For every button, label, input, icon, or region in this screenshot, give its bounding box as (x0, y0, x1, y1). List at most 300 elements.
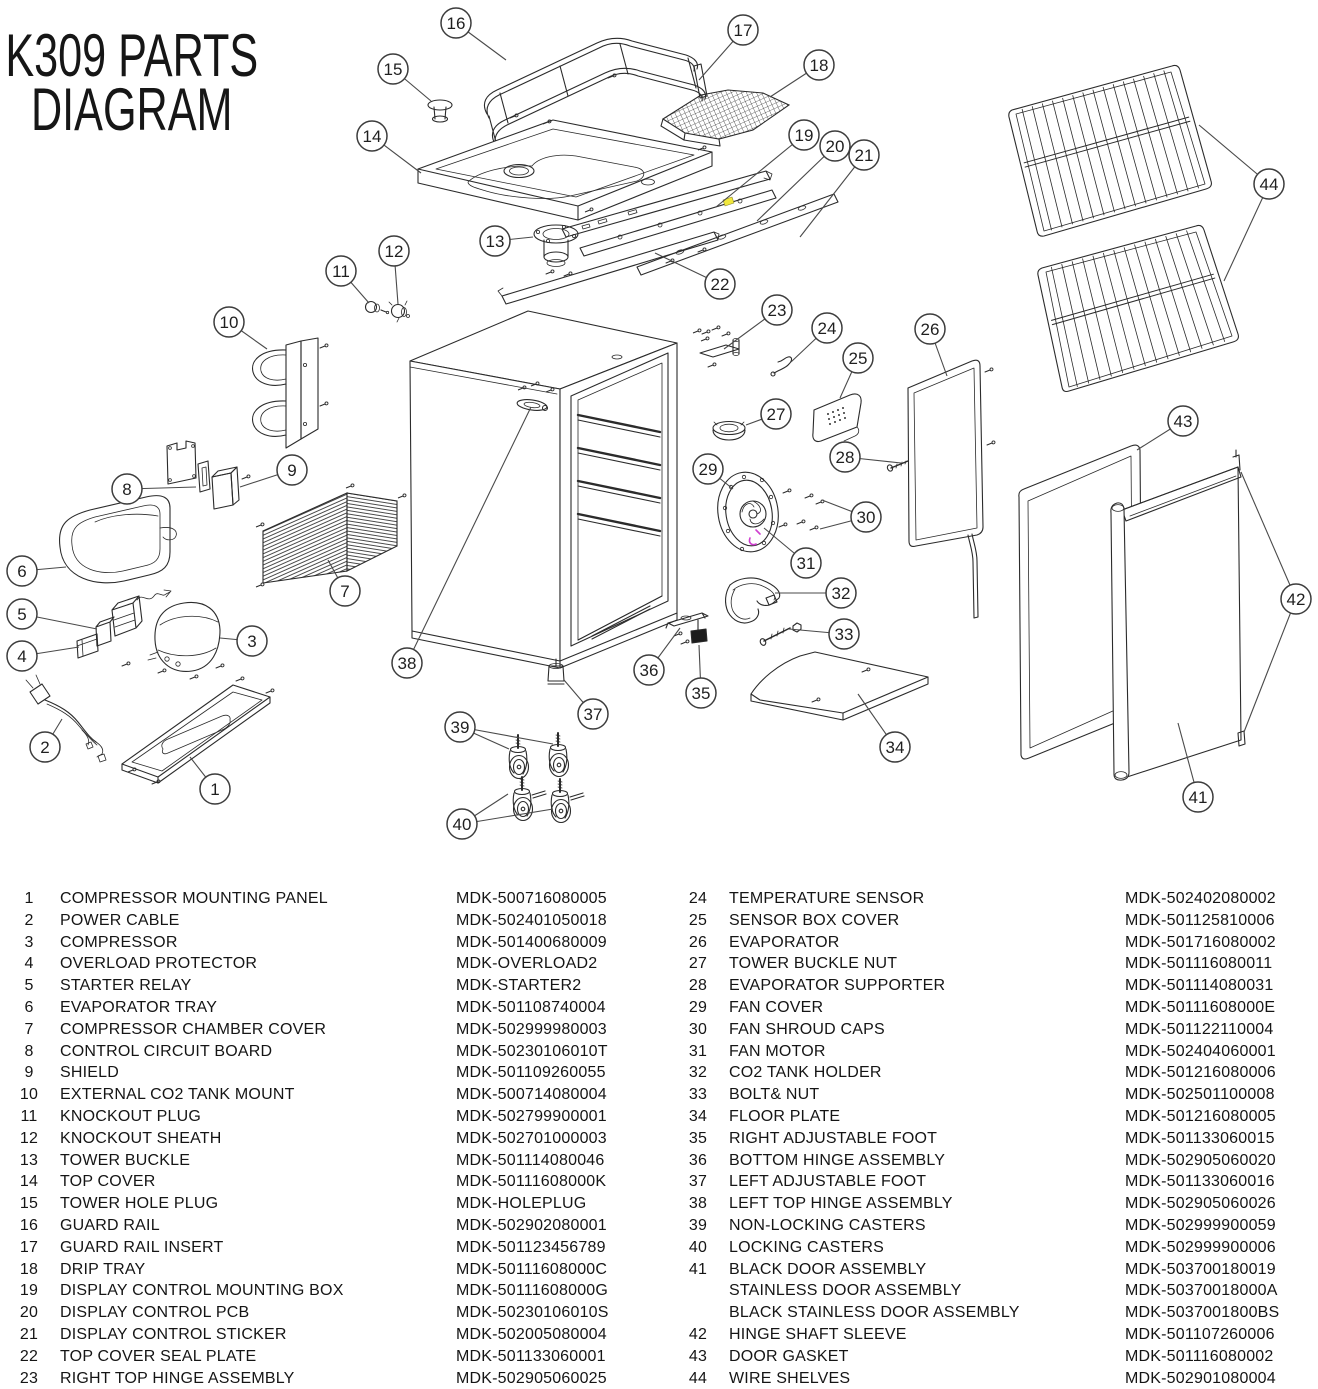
part-index: 27 (688, 955, 708, 973)
part-index: 43 (688, 1347, 708, 1365)
svg-text:33: 33 (834, 625, 854, 644)
part-index: 16 (19, 1216, 39, 1234)
part-index: 19 (19, 1282, 39, 1300)
part-name: LEFT TOP HINGE ASSEMBLY (729, 1195, 953, 1213)
part-number: MDK-502905060020 (1125, 1151, 1276, 1169)
part-number: MDK-503700180019 (1125, 1260, 1276, 1278)
part-name: BLACK DOOR ASSEMBLY (729, 1260, 927, 1278)
parts-list-row (14, 975, 664, 997)
fan-assembly-drawing (712, 468, 824, 556)
part-index: 39 (688, 1216, 708, 1234)
part-index: 33 (688, 1086, 708, 1104)
parts-list-row (683, 1280, 1318, 1302)
part-number: MDK-501125810006 (1125, 911, 1275, 929)
part-name: RIGHT TOP HINGE ASSEMBLY (60, 1369, 295, 1387)
part-number: MDK-50111608000K (456, 1173, 607, 1191)
parts-list-row (683, 1324, 1318, 1346)
knockout-plug-drawing (366, 302, 389, 314)
parts-list-row (683, 1302, 1318, 1324)
part-name: HINGE SHAFT SLEEVE (729, 1325, 907, 1343)
callout-41 (1183, 782, 1213, 812)
evaporator-tray-drawing (60, 496, 177, 583)
callout-29 (693, 454, 723, 484)
part-index: 40 (688, 1238, 708, 1256)
part-number: MDK-502501100008 (1125, 1086, 1275, 1104)
svg-text:27: 27 (766, 405, 786, 424)
part-number: MDK-502401050018 (456, 911, 607, 929)
callout-33 (829, 619, 859, 649)
callout-38 (392, 648, 422, 678)
part-number: MDK-501216080005 (1125, 1107, 1276, 1125)
leader-line (716, 135, 804, 207)
svg-text:28: 28 (835, 448, 855, 467)
part-index: 13 (19, 1151, 39, 1169)
part-number: MDK-501114080031 (1125, 977, 1274, 995)
part-number: MDK-502404060001 (1125, 1042, 1276, 1060)
part-number: MDK-502701000003 (456, 1129, 607, 1147)
svg-text:35: 35 (691, 684, 711, 703)
part-index: 28 (688, 977, 708, 995)
callout-42 (1281, 584, 1311, 614)
callout-19 (789, 120, 819, 150)
svg-text:10: 10 (219, 313, 239, 332)
parts-list-row (683, 1171, 1318, 1193)
part-number: MDK-502902080001 (456, 1216, 607, 1234)
parts-list-row (14, 1106, 664, 1128)
callout-3 (237, 626, 267, 656)
part-index: 34 (688, 1107, 708, 1125)
knockout-sheath-drawing (389, 301, 410, 322)
parts-list-row (683, 1215, 1318, 1237)
part-name: BOTTOM HINGE ASSEMBLY (729, 1151, 946, 1169)
part-name: RIGHT ADJUSTABLE FOOT (729, 1129, 938, 1147)
part-number: MDK-50230106010S (456, 1304, 609, 1322)
part-index: 7 (24, 1020, 34, 1038)
part-name: TOWER HOLE PLUG (60, 1195, 219, 1213)
callout-28 (830, 442, 860, 472)
parts-list-row (683, 997, 1318, 1019)
display-pcb-drawing (580, 190, 776, 256)
part-index: 8 (24, 1042, 34, 1060)
part-number: MDK-501107260006 (1125, 1325, 1275, 1343)
tower-hole-plug-drawing (428, 100, 452, 122)
parts-list-row (683, 1259, 1318, 1281)
part-index: 15 (19, 1195, 39, 1213)
parts-list-row (14, 1171, 664, 1193)
part-number: MDK-50111608000E (1125, 998, 1276, 1016)
part-index: 37 (688, 1173, 708, 1191)
co2-tank-holder-drawing (726, 578, 780, 623)
leader-line (757, 146, 835, 221)
part-index: 1 (24, 890, 34, 907)
svg-text:12: 12 (384, 242, 404, 261)
callout-22 (705, 269, 735, 299)
part-name: COMPRESSOR MOUNTING PANEL (60, 890, 328, 907)
part-number: MDK-501114080046 (456, 1151, 605, 1169)
svg-text:30: 30 (856, 508, 876, 527)
part-index: 42 (688, 1325, 708, 1343)
parts-list-right-column (683, 888, 1318, 1389)
parts-list-row (14, 1062, 664, 1084)
part-name: DISPLAY CONTROL PCB (60, 1304, 250, 1322)
callout-14 (357, 121, 387, 151)
part-index: 24 (688, 890, 708, 907)
callout-17 (728, 15, 758, 45)
svg-text:32: 32 (831, 584, 851, 603)
part-index: 29 (688, 998, 708, 1016)
part-name: POWER CABLE (60, 911, 180, 929)
part-index: 18 (19, 1260, 39, 1278)
parts-list-row (14, 1302, 664, 1324)
part-name: EVAPORATOR SUPPORTER (729, 977, 946, 995)
parts-list-row (683, 932, 1318, 954)
page-title (5, 23, 258, 144)
part-number: MDK-501133060016 (1125, 1173, 1275, 1191)
part-name: CO2 TANK HOLDER (729, 1064, 882, 1082)
parts-list-row (683, 1128, 1318, 1150)
shield-drawing (212, 467, 250, 509)
callout-30 (851, 502, 881, 532)
parts-list-row (14, 1084, 664, 1106)
part-index: 44 (688, 1369, 708, 1387)
svg-text:38: 38 (397, 654, 417, 673)
part-number: MDK-501116080002 (1125, 1347, 1274, 1365)
svg-text:11: 11 (332, 262, 350, 281)
part-name: SHIELD (60, 1064, 119, 1082)
part-index: 9 (24, 1064, 34, 1082)
part-number: MDK-502999900059 (1125, 1216, 1276, 1234)
callout-5 (7, 599, 37, 629)
part-number: MDK-501116080011 (1125, 955, 1273, 973)
parts-list-row (683, 1150, 1318, 1172)
callout-18 (804, 50, 834, 80)
floor-plate-drawing (751, 652, 928, 720)
svg-text:6: 6 (17, 562, 27, 581)
callout-15 (378, 54, 408, 84)
part-number: MDK-501109260055 (456, 1064, 606, 1082)
parts-list-row (683, 1237, 1318, 1259)
parts-list-row (14, 1324, 664, 1346)
callout-21 (849, 140, 879, 170)
svg-text:43: 43 (1173, 412, 1193, 431)
part-number: MDK-50230106010T (456, 1042, 608, 1060)
pcb-highlight (723, 197, 734, 206)
part-name: WIRE SHELVES (729, 1369, 851, 1387)
svg-text:36: 36 (639, 661, 659, 680)
part-number: MDK-501400680009 (456, 933, 607, 951)
part-index: 17 (19, 1238, 39, 1256)
overload-protector-drawing (77, 634, 98, 658)
part-number: MDK-501216080006 (1125, 1064, 1276, 1082)
part-name: DISPLAY CONTROL MOUNTING BOX (60, 1282, 344, 1300)
part-number: MDK-502905060025 (456, 1369, 607, 1387)
callout-40 (447, 809, 477, 839)
parts-list-row (14, 1193, 664, 1215)
part-name: KNOCKOUT SHEATH (60, 1129, 222, 1147)
tower-buckle-nut-drawing (713, 422, 745, 441)
part-index: 36 (688, 1151, 708, 1169)
callout-8 (112, 474, 142, 504)
leader-line (1244, 599, 1296, 732)
part-name: GUARD RAIL (60, 1216, 160, 1234)
part-name: FLOOR PLATE (729, 1107, 841, 1125)
svg-text:20: 20 (825, 137, 845, 156)
right-top-hinge-drawing (700, 326, 739, 367)
callout-23 (762, 295, 792, 325)
title-line-1: K309 PARTS (5, 23, 259, 90)
svg-text:29: 29 (698, 460, 718, 479)
svg-text:1: 1 (210, 780, 220, 799)
part-name: LOCKING CASTERS (729, 1238, 885, 1256)
svg-text:15: 15 (383, 60, 403, 79)
callout-24 (812, 313, 842, 343)
part-index: 22 (19, 1347, 39, 1365)
callout-43 (1168, 406, 1198, 436)
svg-text:23: 23 (767, 301, 787, 320)
part-number: MDK-502799900001 (456, 1107, 607, 1125)
part-number: MDK-501133060001 (456, 1347, 606, 1365)
parts-list-row (683, 1368, 1318, 1389)
temperature-sensor-drawing (771, 357, 792, 376)
parts-list-row (683, 888, 1318, 910)
co2-tank-mount-drawing (253, 338, 328, 448)
parts-list-row (14, 1237, 664, 1259)
svg-text:44: 44 (1259, 175, 1279, 194)
parts-list-row (14, 1150, 664, 1172)
parts-list-row (683, 1019, 1318, 1041)
callout-32 (826, 578, 856, 608)
part-index: 30 (688, 1020, 708, 1038)
part-name: FAN MOTOR (729, 1042, 826, 1060)
svg-text:2: 2 (40, 738, 50, 757)
parts-list-row (14, 888, 664, 910)
part-index: 25 (688, 911, 708, 929)
part-name: SENSOR BOX COVER (729, 911, 900, 929)
part-name: FAN SHROUD CAPS (729, 1020, 885, 1038)
callout-35 (686, 678, 716, 708)
part-name: BLACK STAINLESS DOOR ASSEMBLY (729, 1304, 1020, 1322)
part-index: 6 (24, 998, 34, 1016)
part-name: TOP COVER (60, 1173, 156, 1191)
parts-list-row (683, 1041, 1318, 1063)
part-name: CONTROL CIRCUIT BOARD (60, 1042, 273, 1060)
parts-list-row (14, 1346, 664, 1368)
part-number: MDK-502905060026 (1125, 1195, 1276, 1213)
parts-list-row (14, 910, 664, 932)
part-name: NON-LOCKING CASTERS (729, 1216, 926, 1234)
part-number: MDK-50111608000G (456, 1282, 609, 1300)
svg-text:16: 16 (446, 14, 466, 33)
parts-list-row (683, 1062, 1318, 1084)
callout-26 (915, 314, 945, 344)
callout-39 (445, 712, 475, 742)
part-number: MDK-5037001800BS (1125, 1304, 1280, 1322)
cabinet-drawing (410, 311, 709, 668)
part-name: DRIP TRAY (60, 1260, 146, 1278)
part-name: TOWER BUCKLE NUT (729, 955, 898, 973)
parts-list-row (683, 910, 1318, 932)
part-number: MDK-500714080004 (456, 1086, 607, 1104)
svg-text:14: 14 (362, 127, 382, 146)
parts-list-row (14, 1259, 664, 1281)
callout-27 (761, 399, 791, 429)
evaporator-drawing (908, 360, 995, 618)
part-number: MDK-501133060015 (1125, 1129, 1275, 1147)
tower-buckle-drawing (534, 225, 578, 276)
part-index: 21 (19, 1325, 39, 1343)
top-cover-drawing (418, 120, 712, 220)
callout-25 (843, 343, 873, 373)
part-number: MDK-502005080004 (456, 1325, 607, 1343)
part-number: MDK-501123456789 (456, 1238, 606, 1256)
part-name: EVAPORATOR (729, 933, 840, 951)
svg-text:8: 8 (122, 480, 132, 499)
parts-list-row (14, 1041, 664, 1063)
callout-7 (330, 576, 360, 606)
svg-text:13: 13 (485, 232, 505, 251)
part-name: GUARD RAIL INSERT (60, 1238, 224, 1256)
part-name: KNOCKOUT PLUG (60, 1107, 201, 1125)
title-line-2: DIAGRAM (30, 77, 233, 144)
part-name: EXTERNAL CO2 TANK MOUNT (60, 1086, 295, 1104)
part-index: 14 (19, 1173, 39, 1191)
parts-list-left-column (14, 888, 664, 1389)
compressor-drawing (122, 602, 224, 679)
callout-36 (634, 655, 664, 685)
callout-16 (441, 8, 471, 38)
part-index: 3 (24, 933, 34, 951)
part-index: 38 (688, 1195, 708, 1213)
part-name: LEFT ADJUSTABLE FOOT (729, 1173, 927, 1191)
parts-list-row (683, 975, 1318, 997)
svg-text:22: 22 (710, 275, 730, 294)
part-index: 2 (24, 911, 34, 929)
part-index: 41 (688, 1260, 708, 1278)
parts-list-row (683, 1106, 1318, 1128)
part-number: MDK-502999980003 (456, 1020, 607, 1038)
part-index: 23 (19, 1369, 39, 1387)
svg-text:21: 21 (854, 146, 874, 165)
callout-4 (7, 641, 37, 671)
part-name: BOLT& NUT (729, 1086, 820, 1104)
part-index: 31 (688, 1042, 708, 1060)
svg-text:19: 19 (794, 126, 814, 145)
part-number: MDK-501122110004 (1125, 1020, 1274, 1038)
part-index: 12 (19, 1129, 39, 1147)
part-name: FAN COVER (729, 998, 824, 1016)
callout-6 (7, 556, 37, 586)
part-number: MDK-502999900006 (1125, 1238, 1276, 1256)
parts-list-row (683, 1084, 1318, 1106)
part-index: 26 (688, 933, 708, 951)
part-number: MDK-502901080004 (1125, 1369, 1276, 1387)
parts-list-row (14, 1019, 664, 1041)
svg-text:41: 41 (1188, 788, 1208, 807)
part-index: 5 (24, 977, 34, 995)
part-index: 10 (19, 1086, 39, 1104)
parts-list-row (14, 953, 664, 975)
part-name: TOWER BUCKLE (60, 1151, 191, 1169)
drip-tray-drawing (661, 90, 789, 146)
parts-list (0, 888, 1318, 1389)
svg-text:24: 24 (817, 319, 837, 338)
part-index: 20 (19, 1304, 39, 1322)
parts-list-row (683, 1346, 1318, 1368)
part-name: TEMPERATURE SENSOR (729, 890, 925, 907)
svg-text:40: 40 (452, 815, 472, 834)
part-number: MDK-50111608000C (456, 1260, 608, 1278)
callout-20 (820, 131, 850, 161)
parts-list-row (14, 1128, 664, 1150)
part-index: 4 (24, 955, 34, 973)
part-number: MDK-HOLEPLUG (456, 1195, 587, 1213)
part-number: MDK-501716080002 (1125, 933, 1276, 951)
part-index: 11 (20, 1107, 38, 1125)
svg-text:37: 37 (583, 705, 603, 724)
part-number: MDK-OVERLOAD2 (456, 955, 598, 973)
part-number: MDK-50370018000A (1125, 1282, 1278, 1300)
part-name: EVAPORATOR TRAY (60, 998, 218, 1016)
part-name: OVERLOAD PROTECTOR (60, 955, 258, 973)
control-circuit-board-drawing (167, 441, 210, 492)
callout-37 (578, 699, 608, 729)
parts-list-row (14, 932, 664, 954)
parts-list-row (14, 1368, 664, 1389)
svg-text:17: 17 (733, 21, 753, 40)
part-number: MDK-STARTER2 (456, 977, 582, 995)
callout-44 (1254, 169, 1284, 199)
part-name: STAINLESS DOOR ASSEMBLY (729, 1282, 962, 1300)
callout-9 (277, 455, 307, 485)
callout-10 (214, 307, 244, 337)
compressor-chamber-cover-drawing (256, 484, 406, 587)
parts-list-row (14, 997, 664, 1019)
svg-text:3: 3 (247, 632, 257, 651)
callout-31 (791, 548, 821, 578)
part-number: MDK-502402080002 (1125, 890, 1276, 907)
parts-list-row (14, 1215, 664, 1237)
svg-text:7: 7 (340, 582, 350, 601)
svg-text:5: 5 (17, 605, 27, 624)
leader-line (1241, 472, 1296, 599)
callout-2 (30, 732, 60, 762)
fan-shroud-caps-drawing (779, 489, 824, 530)
svg-text:26: 26 (920, 320, 940, 339)
part-name: DISPLAY CONTROL STICKER (60, 1325, 287, 1343)
svg-text:31: 31 (796, 554, 816, 573)
callout-34 (880, 732, 910, 762)
wire-shelves-drawing (1009, 66, 1239, 392)
part-name: TOP COVER SEAL PLATE (60, 1347, 257, 1365)
part-name: DOOR GASKET (729, 1347, 849, 1365)
parts-list-row (683, 953, 1318, 975)
casters-drawing (509, 733, 584, 823)
svg-text:39: 39 (450, 718, 470, 737)
callout-11 (326, 256, 356, 286)
svg-text:25: 25 (848, 349, 868, 368)
part-name: COMPRESSOR (60, 933, 178, 951)
part-name: COMPRESSOR CHAMBER COVER (60, 1020, 327, 1038)
parts-list-row (14, 1280, 664, 1302)
svg-text:4: 4 (17, 647, 27, 666)
part-name: STARTER RELAY (60, 977, 192, 995)
bolt-and-nut-drawing (759, 623, 801, 646)
callout-1 (200, 774, 230, 804)
part-index: 35 (688, 1129, 708, 1147)
svg-text:34: 34 (885, 738, 905, 757)
callout-13 (480, 226, 510, 256)
part-index: 32 (688, 1064, 708, 1082)
